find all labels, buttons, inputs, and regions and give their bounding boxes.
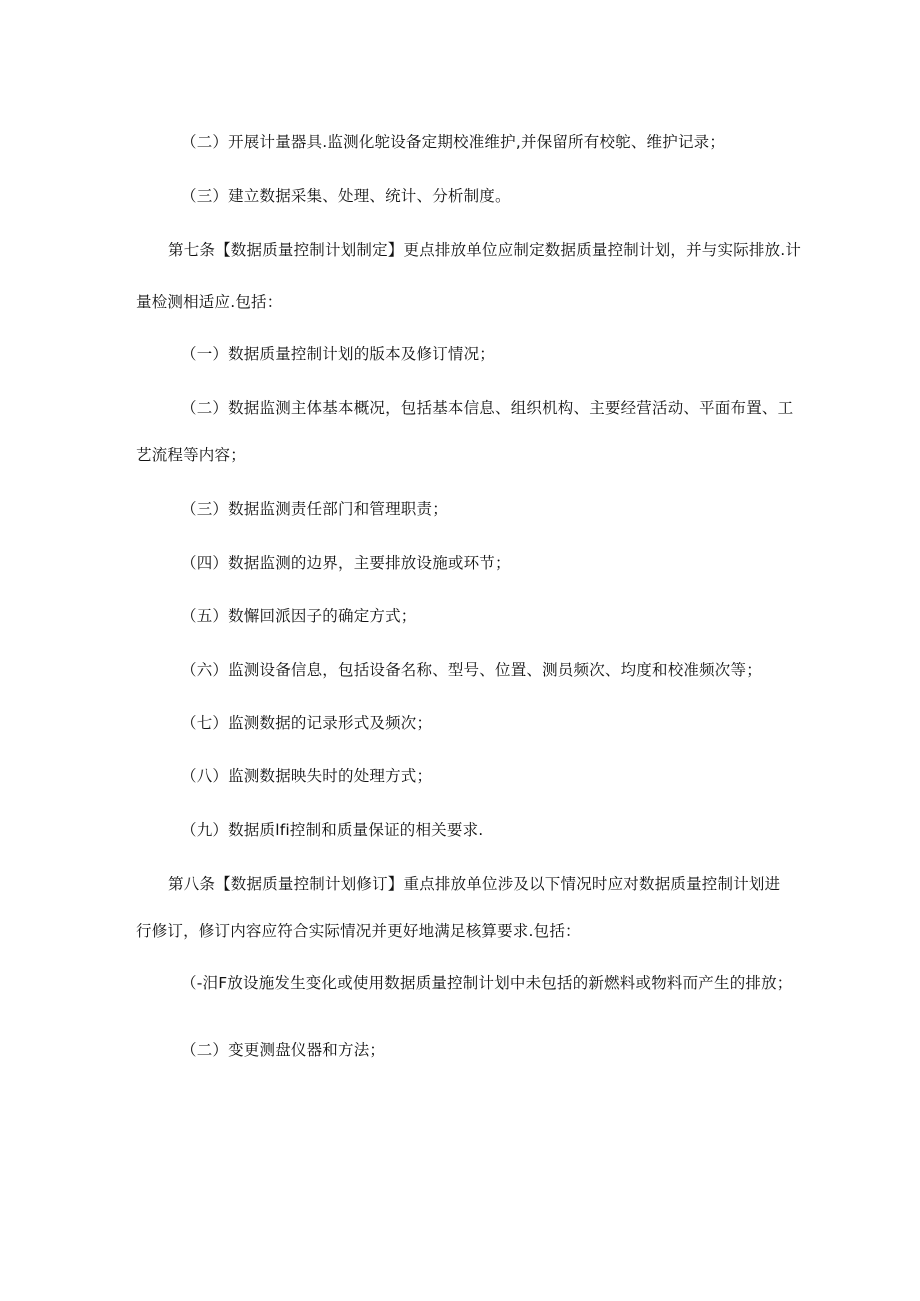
article-7-continuation: 量检测相适应.包括：: [136, 293, 283, 311]
article-8-heading: 第八条【数据质量控制计划修订】重点排放单位涉及以下情况时应对数据质量控制计划进: [168, 875, 781, 893]
item-subject-overview-continuation: 艺流程等内容；: [136, 446, 246, 464]
item-data-collection-system: （三）建立数据采集、处理、统计、分析制度。: [181, 187, 511, 205]
item-monitoring-boundary: （四）数据监测的边界，主要排放设施或环节；: [181, 554, 511, 572]
item-calibration-maintenance: （二）开展计量器具.监测化鸵设备定期校准维护,并保留所有校鸵、维护记录；: [181, 133, 726, 151]
item-facility-change: （-汨F放设施发生变化或使用数据质量控制计划中未包括的新燃料或物料而产生的排放；: [181, 974, 793, 992]
item-responsible-department: （三）数据监测责任部门和管理职责；: [181, 500, 448, 518]
item-factor-determination: （五）数懈回派因子的确定方式；: [181, 607, 417, 625]
article-8-continuation: 行修订，修订内容应符合实际情况并更好地满足核算要求.包括：: [136, 922, 581, 940]
item-subject-overview: （二）数据监测主体基本概况，包括基本信息、组织机构、主要经营活动、平面布置、工: [181, 399, 794, 417]
item-record-format: （七）监测数据的记录形式及频次；: [181, 714, 433, 732]
item-instrument-change: （二）变更测盘仪器和方法；: [181, 1041, 386, 1059]
item-plan-version: （一）数据质量控制计划的版本及修订情况；: [181, 345, 496, 363]
article-7-heading: 第七条【数据质量控制计划制定】更点排放单位应制定数据质量控制计划，并与实际排放.计: [168, 241, 802, 259]
item-missing-data-handling: （八）监测数据映失时的处理方式；: [181, 767, 433, 785]
item-quality-assurance: （九）数据质lfi控制和质量保证的相关要求.: [181, 821, 484, 839]
item-device-information: （六）监测设备信息，包括设备名称、型号、位置、测员频次、均度和校准频次等；: [181, 661, 762, 679]
